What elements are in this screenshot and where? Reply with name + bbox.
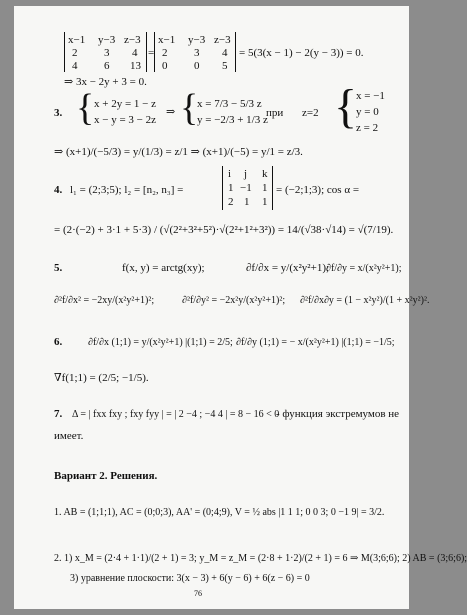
d2f-dx2: ∂²f/∂x² = −2xy/(x²y²+1)²; bbox=[54, 295, 155, 306]
sys3-eq2: y = 0 bbox=[356, 106, 379, 118]
canonical-line: ⇒ (x+1)/(−5/3) = y/(1/3) = z/1 ⇒ (x+1)/(−5) = y/1 = z/3. bbox=[54, 146, 303, 158]
variant-title: Вариант 2. Решения. bbox=[54, 470, 158, 482]
det1-a12: y−3 bbox=[98, 34, 116, 46]
det-22: −1 bbox=[240, 182, 252, 194]
sys2-eq1: x = 7/3 − 5/3 z bbox=[197, 98, 262, 110]
cos-calculation: = (2·(−2) + 3·1 + 5·3) / (√(2²+3²+5²)·√(2²+1²+3²)) = 14/(√38·√14) = √(7/19). bbox=[54, 224, 394, 236]
variant-item-1: 1. AB = (1;1;1), AC = (0;0;3), AA' = (0;4;9), V = ½ abs |1 1 1; 0 0 3; 0 −1 9| = 3/2. bbox=[54, 507, 385, 518]
conclusion: - функция экстремумов не bbox=[276, 408, 400, 420]
det1-b33: 5 bbox=[222, 60, 228, 72]
problem-4-number: 4. bbox=[54, 184, 63, 196]
plane-equation: ⇒ 3x − 2y + 3 = 0. bbox=[64, 76, 147, 88]
det1-a22: 3 bbox=[104, 47, 110, 59]
det1-a21: 2 bbox=[72, 47, 78, 59]
df-dx: ∂f/∂x = y/(x²y²+1); bbox=[246, 262, 330, 274]
problem-7-number: 7. bbox=[54, 408, 63, 420]
det-j: j bbox=[244, 168, 248, 180]
cross-product-result: = (−2;1;3); cos α = bbox=[276, 184, 360, 196]
d2f-dy2: ∂²f/∂y² = −2x²y/(x²y²+1)²; bbox=[182, 295, 286, 306]
det1-a33: 13 bbox=[130, 60, 141, 72]
function-def: f(x, y) = arctg(xy); bbox=[122, 262, 205, 274]
variant-item-2: 2. 1) x_M = (2·4 + 1·1)/(2 + 1) = 3; y_M = z_M = (2·8 + 1·2)/(2 + 1) = 6 ⇒ M(3;6;6); 2) AB = (3;6;6); bbox=[54, 553, 467, 564]
det1-a11: x−1 bbox=[68, 34, 86, 46]
det-23: 1 bbox=[262, 182, 268, 194]
det1-b22: 3 bbox=[194, 47, 200, 59]
gradient: ∇f(1;1) = (2/5; −1/5). bbox=[54, 372, 149, 384]
vectors-text: l₁ = (2;3;5); l₂ = [n₂, n₃] = bbox=[70, 184, 184, 196]
d2f-dxdy: ∂²f/∂x∂y = (1 − x²y²)/(1 + x²y²)². bbox=[300, 295, 430, 306]
sys3-eq3: z = 2 bbox=[356, 122, 379, 134]
problem-3-number: 3. bbox=[54, 107, 63, 119]
sys1-eq1: x + 2y = 1 − z bbox=[94, 98, 156, 110]
variant-item-3: 3) уравнение плоскости: 3(x − 3) + 6(y − 6) + 6(z − 6) = 0 bbox=[70, 573, 310, 584]
conclusion-cont: имеет. bbox=[54, 430, 84, 442]
problem-6-number: 6. bbox=[54, 336, 63, 348]
det1-b31: 0 bbox=[162, 60, 168, 72]
df-dy: ∂f/∂y = x/(x²y²+1); bbox=[326, 263, 402, 274]
partial-y-value: ∂f/∂y (1;1) = − x/(x²y²+1) |(1;1) = −1/5; bbox=[236, 337, 395, 348]
det-21: 1 bbox=[228, 182, 234, 194]
sys1-eq2: x − y = 3 − 2z bbox=[94, 114, 156, 126]
det1-a23: 4 bbox=[132, 47, 138, 59]
z-value: z=2 bbox=[302, 107, 319, 119]
det1-b21: 2 bbox=[162, 47, 168, 59]
when-label: при bbox=[266, 107, 284, 119]
det-31: 2 bbox=[228, 196, 234, 208]
det1-b11: x−1 bbox=[158, 34, 176, 46]
partial-x-value: ∂f/∂x (1;1) = y/(x²y²+1) |(1;1) = 2/5; bbox=[88, 337, 233, 348]
det1-b12: y−3 bbox=[188, 34, 206, 46]
det1-a13: z−3 bbox=[124, 34, 141, 46]
det-32: 1 bbox=[244, 196, 250, 208]
document-page: x−1 y−3 z−3 2 3 4 4 6 13 = x−1 y−3 z−3 2 3 4 0 0 5 = 5(3(x − 1) − 2(y − 3)) = 0. ⇒ 3x − 2y + 3 = 0. 3. { x + 2y = 1 − z x − y = 3 − 2z ⇒ { x = 7/3 − 5/3 z y = −2/3 + 1/3 z при z=2 { x = −1 y = 0 z = 2 ⇒ (x+1)/(−5/3) = y/(1/3) = z/1 ⇒ (x+1)/(−5) = y/1 = z/3. 4. l₁ = (2;3;5); l₂ = [n₂, n₃] = i j k 1 −1 1 2 1 1 = (−2;1;3); cos α = = (2·(−2) + 3·1 + 5·3) / (√(2²+3²+5²)·√(2²+1²+3²)) = 14/(√38·√14) = √(7/19). 5. f(x, y) = arctg(xy); ∂f/∂x = y/(x²y²+1); ∂f/∂y = x/(x²y²+1); ∂²f/∂x² = −2xy/(x²y²+1)²; ∂²f/∂y² = −2x²y/(x²y²+1)²; ∂²f/∂x∂y = (1 − x²y²)/(1 + x²y²)². 6. ∂f/∂x (1;1) = y/(x²y²+1) |(1;1) = 2/5; ∂f/∂y (1;1) = − x/(x²y²+1) |(1;1) = −1/5; ∇f(1;1) = (2/5; −1/5). 7. Δ = | fxx fxy ; fxy fyy | = | 2 −4 ; −4 4 | = 8 − 16 < 0 - функция экстремумов не имеет. Вариант 2. Решения. 1. AB = (1;1;1), AC = (0;0;3), AA' = (0;4;9), V = ½ abs |1 1 1; 0 0 3; 0 −1 9| = 3/2. 2. 1) x_M = (2·4 + 1·1)/(2 + 1) = 3; y_M = z_M = (2·8 + 1·2)/(2 + 1) = 6 ⇒ M(3;6;6); 2) AB = (3;6;6); 3) уравнение плоскости: 3(x − 3) + 6(y − 6) + 6(z − 6) = 0 76 bbox=[14, 6, 409, 609]
det-33: 1 bbox=[262, 196, 268, 208]
det1-a31: 4 bbox=[72, 60, 78, 72]
sys3-eq1: x = −1 bbox=[356, 90, 385, 102]
hessian-calc: Δ = | fxx fxy ; fxy fyy | = | 2 −4 ; −4 4 | = 8 − 16 < 0 bbox=[72, 409, 280, 420]
problem-5-number: 5. bbox=[54, 262, 63, 274]
det1-result: = 5(3(x − 1) − 2(y − 3)) = 0. bbox=[239, 47, 364, 59]
det-k: k bbox=[262, 168, 268, 180]
sys2-eq2: y = −2/3 + 1/3 z bbox=[197, 114, 268, 126]
det1-b32: 0 bbox=[194, 60, 200, 72]
page-number: 76 bbox=[194, 589, 202, 598]
det1-a32: 6 bbox=[104, 60, 110, 72]
det1-b13: z−3 bbox=[214, 34, 231, 46]
det-i: i bbox=[228, 168, 232, 180]
det1-b23: 4 bbox=[222, 47, 228, 59]
